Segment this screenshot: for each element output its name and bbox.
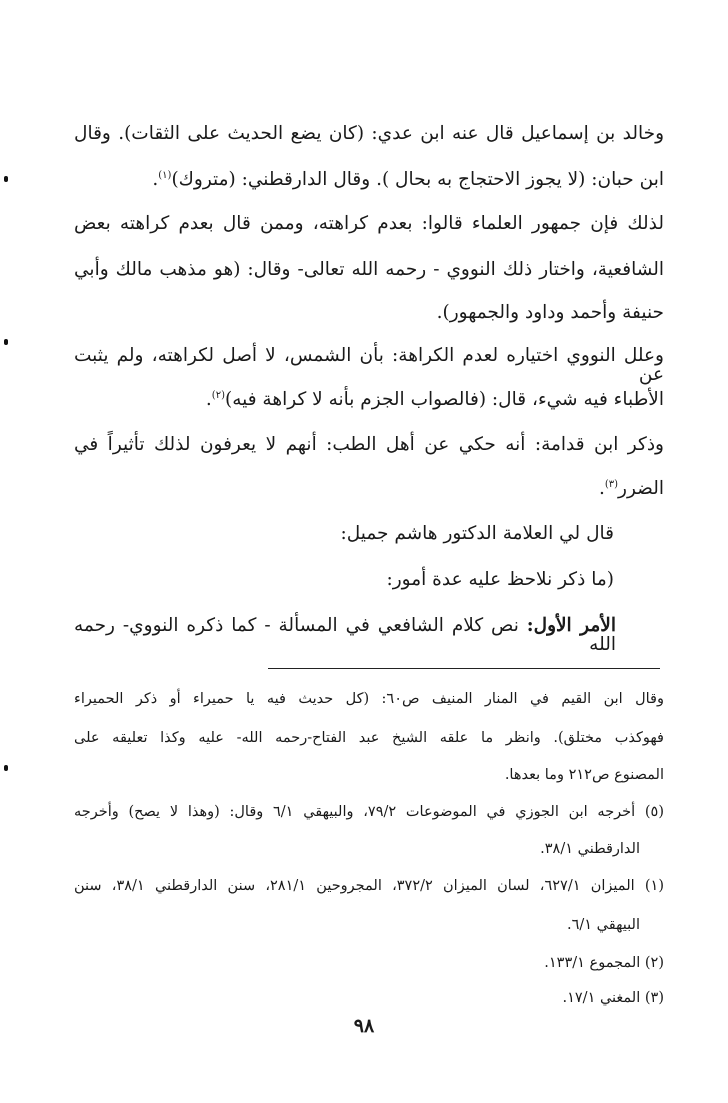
footnote-line: البيهقي ٦/١.	[567, 917, 640, 933]
footnote-line: (٥) أخرجه ابن الجوزي في الموضوعات ٧٩/٢، والبيهقي ٦/١ وقال: (وهذا لا يصح) وأخرجه	[74, 804, 665, 820]
scan-edge-mark	[4, 176, 8, 182]
page-number: ٩٨	[353, 1015, 375, 1037]
footnote-ref: (١)	[158, 169, 172, 181]
footnote-line: المصنوع ص٢١٢ وما بعدها.	[504, 767, 664, 783]
footnote-line: فهوكذب مختلق). وانظر ما علقه الشيخ عبد الفتاح-رحمه الله- عليه وكذا تعليقه على	[74, 730, 664, 746]
scan-edge-mark	[4, 339, 8, 345]
footnote-line: الدارقطني ٣٨/١.	[540, 841, 640, 857]
body-line: الأمر الأول: نص كلام الشافعي في المسألة - كما ذكره النووي- رحمه الله	[74, 615, 616, 655]
footnote-separator	[268, 668, 660, 669]
body-line: وخالد بن إسماعيل قال عنه ابن عدي: (كان يضع الحديث على الثقات). وقال	[74, 123, 664, 144]
footnote-line: (١) الميزان ٦٢٧/١، لسان الميزان ٣٧٢/٢، المجروحين ٢٨١/١، سنن الدارقطني ٣٨/١، سنن	[74, 878, 664, 894]
scan-edge-mark	[4, 765, 8, 771]
footnote-line: (٢) المجموع ١٣٣/١.	[544, 955, 664, 971]
body-line: قال لي العلامة الدكتور هاشم جميل:	[340, 523, 614, 544]
footnote-ref: (٢)	[211, 389, 225, 401]
body-line: (ما ذكر نلاحظ عليه عدة أمور:	[386, 569, 614, 590]
body-line: الضرر$^{(٣)}$.	[598, 478, 664, 499]
body-line: الشافعية، واختار ذلك النووي - رحمه الله تعالى- وقال: (هو مذهب مالك وأبي	[74, 259, 664, 280]
bold-heading: الأمر الأول:	[526, 615, 616, 636]
body-line: حنيفة وأحمد وداود والجمهور).	[436, 302, 664, 323]
footnote-ref: (٣)	[604, 478, 619, 490]
body-line: الأطباء فيه شيء، قال: (فالصواب الجزم بأنه لا كراهة فيه)$^{(٢)}$.	[205, 389, 664, 410]
body-line: وعلل النووي اختياره لعدم الكراهة: بأن الشمس، لا أصل لكراهته، ولم يثبت عن	[74, 345, 664, 385]
body-line: وذكر ابن قدامة: أنه حكي عن أهل الطب: أنهم لا يعرفون لذلك تأثيراً في	[74, 434, 664, 455]
body-line: لذلك فإن جمهور العلماء قالوا: بعدم كراهته، وممن قال بعدم كراهته بعض	[74, 213, 664, 234]
footnote-line: (٣) المغني ١٧/١.	[562, 990, 664, 1006]
footnote-line: وقال ابن القيم في المنار المنيف ص٦٠: (كل حديث فيه يا حميراء أو ذكر الحميراء	[74, 691, 664, 707]
body-line: ابن حبان: (لا يجوز الاحتجاج به بحال ). وقال الدارقطني: (متروك)$^{(١)}$.	[152, 169, 664, 190]
